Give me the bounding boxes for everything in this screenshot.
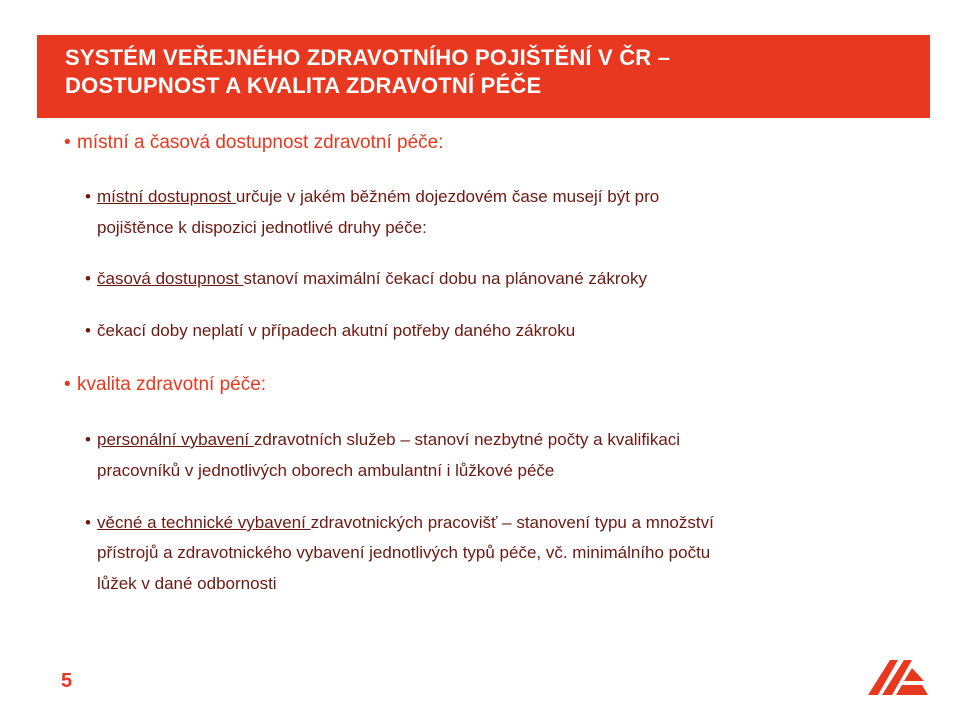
bullet-icon: • xyxy=(85,513,91,532)
term: místní dostupnost xyxy=(97,187,236,206)
term: věcné a technické vybavení xyxy=(97,513,311,532)
title-line-1: SYSTÉM VEŘEJNÉHO ZDRAVOTNÍHO POJIŠTĚNÍ V ČR – xyxy=(65,45,671,70)
list-item-continuation: pojištěnce k dispozici jednotlivé druhy péče: xyxy=(97,218,427,237)
company-logo-icon xyxy=(868,650,930,695)
bullet-icon: • xyxy=(64,374,71,395)
list-item-continuation: pracovníků v jednotlivých oborech ambulantní i lůžkové péče xyxy=(97,461,555,480)
bullet-icon: • xyxy=(85,430,91,449)
term: časová dostupnost xyxy=(97,269,244,288)
term: personální vybavení xyxy=(97,430,254,449)
page-title xyxy=(65,44,670,100)
bullet-icon: • xyxy=(85,321,91,340)
list-item-continuation: přístrojů a zdravotnického vybavení jednotlivých typů péče, vč. minimálního počtu xyxy=(97,543,711,562)
page-number: 5 xyxy=(61,670,73,692)
list-item-continuation: lůžek v dané odbornosti xyxy=(97,574,277,593)
bullet-icon: • xyxy=(85,187,91,206)
bullet-icon: • xyxy=(85,269,91,288)
bullet-icon: • xyxy=(64,132,71,153)
title-line-2: DOSTUPNOST A KVALITA ZDRAVOTNÍ PÉČE xyxy=(65,73,542,98)
